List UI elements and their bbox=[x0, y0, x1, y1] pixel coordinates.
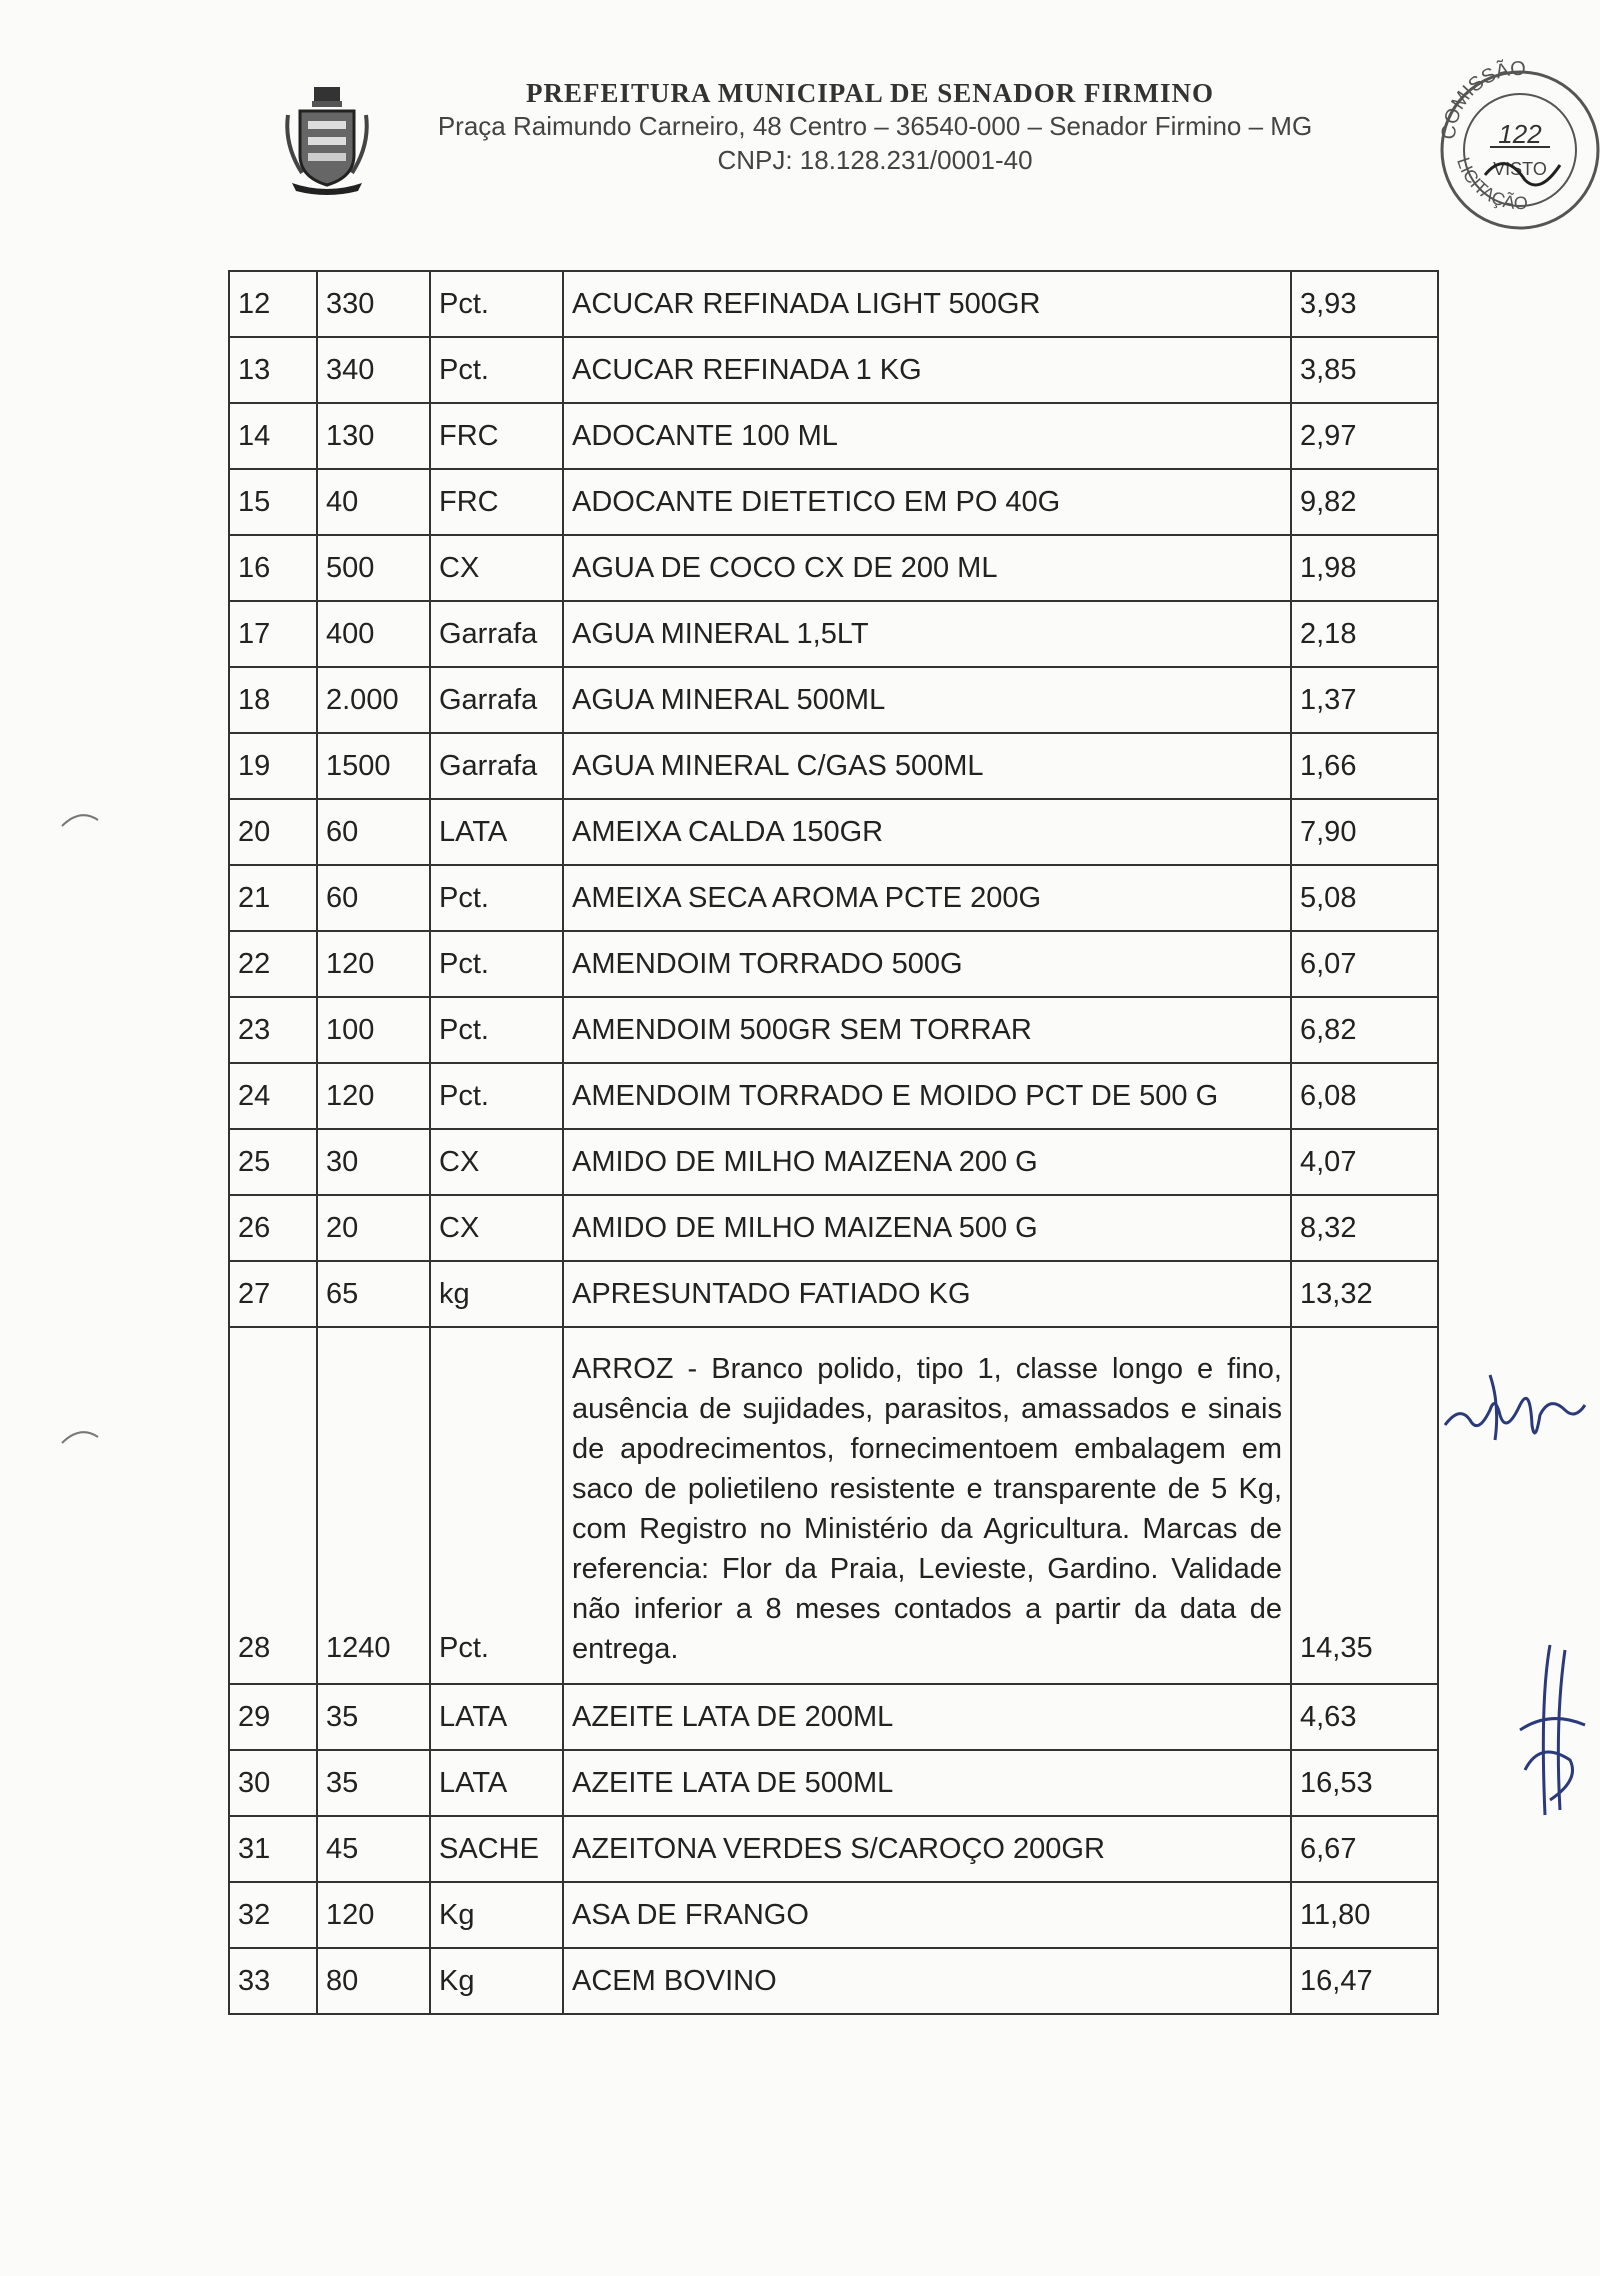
org-name: PREFEITURA MUNICIPAL DE SENADOR FIRMINO bbox=[525, 78, 1215, 108]
stamp-top-text: COMISSÃO bbox=[1437, 57, 1527, 141]
item-quantity: 120 bbox=[317, 1063, 430, 1129]
item-unit: Pct. bbox=[430, 271, 563, 337]
item-quantity: 1500 bbox=[317, 733, 430, 799]
item-description: AZEITE LATA DE 500ML bbox=[563, 1750, 1291, 1816]
item-price: 9,82 bbox=[1291, 469, 1438, 535]
item-number: 26 bbox=[229, 1195, 317, 1261]
table-row bbox=[229, 271, 1438, 337]
table-row bbox=[229, 865, 1438, 931]
table-row bbox=[229, 469, 1438, 535]
item-price: 3,85 bbox=[1291, 337, 1438, 403]
item-description: AZEITE LATA DE 200ML bbox=[563, 1684, 1291, 1750]
item-number: 22 bbox=[229, 931, 317, 997]
letterhead bbox=[0, 78, 1600, 177]
table-row bbox=[229, 1684, 1438, 1750]
signature-icon bbox=[1440, 1365, 1590, 1445]
item-number: 27 bbox=[229, 1261, 317, 1327]
item-price: 1,98 bbox=[1291, 535, 1438, 601]
item-unit: CX bbox=[430, 535, 563, 601]
item-quantity: 2.000 bbox=[317, 667, 430, 733]
item-number: 31 bbox=[229, 1816, 317, 1882]
item-price: 2,97 bbox=[1291, 403, 1438, 469]
item-unit: Kg bbox=[430, 1948, 563, 2014]
item-price: 1,66 bbox=[1291, 733, 1438, 799]
item-quantity: 20 bbox=[317, 1195, 430, 1261]
item-quantity: 30 bbox=[317, 1129, 430, 1195]
stamp-number: 122 bbox=[1498, 119, 1542, 149]
item-quantity: 100 bbox=[317, 997, 430, 1063]
item-quantity: 60 bbox=[317, 799, 430, 865]
item-number: 20 bbox=[229, 799, 317, 865]
item-number: 30 bbox=[229, 1750, 317, 1816]
table-row bbox=[229, 667, 1438, 733]
item-unit: CX bbox=[430, 1129, 563, 1195]
item-price: 8,32 bbox=[1291, 1195, 1438, 1261]
item-quantity: 35 bbox=[317, 1750, 430, 1816]
item-quantity: 400 bbox=[317, 601, 430, 667]
item-unit: Pct. bbox=[430, 1063, 563, 1129]
item-description: ARROZ - Branco polido, tipo 1, classe longo e fino, ausência de sujidades, parasitos, amassados e sinais de apodrecimentos, fornecimentoem embalagem em saco de polietileno resistente e transparente de 5 Kg, com Registro no Ministério da Agricultura. Marcas de referencia: Flor da Praia, Levieste, Gardino. Validade não inferior a 8 meses contados a partir da data de entrega. bbox=[563, 1327, 1291, 1684]
table-row bbox=[229, 1261, 1438, 1327]
item-number: 33 bbox=[229, 1948, 317, 2014]
item-price: 6,08 bbox=[1291, 1063, 1438, 1129]
item-price: 2,18 bbox=[1291, 601, 1438, 667]
item-description: ACUCAR REFINADA 1 KG bbox=[563, 337, 1291, 403]
item-number: 21 bbox=[229, 865, 317, 931]
item-price: 3,93 bbox=[1291, 271, 1438, 337]
table-row bbox=[229, 997, 1438, 1063]
item-unit: Pct. bbox=[430, 1327, 563, 1684]
item-quantity: 1240 bbox=[317, 1327, 430, 1684]
item-unit: FRC bbox=[430, 469, 563, 535]
item-description: AMEIXA SECA AROMA PCTE 200G bbox=[563, 865, 1291, 931]
stamp-mid-text: VISTO bbox=[1493, 159, 1547, 179]
table-row bbox=[229, 1816, 1438, 1882]
item-quantity: 60 bbox=[317, 865, 430, 931]
item-quantity: 40 bbox=[317, 469, 430, 535]
item-price: 6,82 bbox=[1291, 997, 1438, 1063]
item-number: 25 bbox=[229, 1129, 317, 1195]
item-unit: Pct. bbox=[430, 931, 563, 997]
item-description: ADOCANTE 100 ML bbox=[563, 403, 1291, 469]
item-description: AGUA MINERAL C/GAS 500ML bbox=[563, 733, 1291, 799]
item-unit: Garrafa bbox=[430, 667, 563, 733]
item-quantity: 45 bbox=[317, 1816, 430, 1882]
item-number: 32 bbox=[229, 1882, 317, 1948]
item-price: 4,63 bbox=[1291, 1684, 1438, 1750]
table-row bbox=[229, 403, 1438, 469]
table-row bbox=[229, 733, 1438, 799]
item-number: 14 bbox=[229, 403, 317, 469]
table-row bbox=[229, 1750, 1438, 1816]
item-description: AGUA DE COCO CX DE 200 ML bbox=[563, 535, 1291, 601]
item-unit: CX bbox=[430, 1195, 563, 1261]
item-unit: Pct. bbox=[430, 865, 563, 931]
org-address: Praça Raimundo Carneiro, 48 Centro – 36540-000 – Senador Firmino – MG bbox=[437, 111, 1313, 141]
rubric-icon bbox=[1510, 1640, 1590, 1820]
item-quantity: 120 bbox=[317, 931, 430, 997]
item-description: AMEIXA CALDA 150GR bbox=[563, 799, 1291, 865]
item-price: 16,53 bbox=[1291, 1750, 1438, 1816]
punch-mark-icon bbox=[60, 808, 100, 828]
org-cnpj: CNPJ: 18.128.231/0001-40 bbox=[717, 145, 1033, 175]
item-unit: Garrafa bbox=[430, 601, 563, 667]
item-price: 14,35 bbox=[1291, 1327, 1438, 1684]
stamp-bottom-text: LICITAÇÃO bbox=[1453, 154, 1528, 214]
item-number: 23 bbox=[229, 997, 317, 1063]
item-description: AZEITONA VERDES S/CAROÇO 200GR bbox=[563, 1816, 1291, 1882]
table-row bbox=[229, 535, 1438, 601]
item-quantity: 120 bbox=[317, 1882, 430, 1948]
item-number: 13 bbox=[229, 337, 317, 403]
table-row bbox=[229, 337, 1438, 403]
table-row bbox=[229, 1327, 1438, 1684]
item-unit: Pct. bbox=[430, 997, 563, 1063]
table-row bbox=[229, 1882, 1438, 1948]
item-description: APRESUNTADO FATIADO KG bbox=[563, 1261, 1291, 1327]
item-description: AMIDO DE MILHO MAIZENA 500 G bbox=[563, 1195, 1291, 1261]
item-unit: LATA bbox=[430, 1750, 563, 1816]
item-unit: LATA bbox=[430, 1684, 563, 1750]
item-description: AGUA MINERAL 1,5LT bbox=[563, 601, 1291, 667]
item-number: 19 bbox=[229, 733, 317, 799]
item-number: 24 bbox=[229, 1063, 317, 1129]
item-price: 1,37 bbox=[1291, 667, 1438, 733]
item-number: 15 bbox=[229, 469, 317, 535]
item-unit: FRC bbox=[430, 403, 563, 469]
table-row bbox=[229, 1063, 1438, 1129]
item-unit: SACHE bbox=[430, 1816, 563, 1882]
item-number: 28 bbox=[229, 1327, 317, 1684]
item-price: 7,90 bbox=[1291, 799, 1438, 865]
price-table bbox=[228, 270, 1439, 2015]
item-number: 18 bbox=[229, 667, 317, 733]
item-description: AMIDO DE MILHO MAIZENA 200 G bbox=[563, 1129, 1291, 1195]
table-row bbox=[229, 931, 1438, 997]
item-unit: kg bbox=[430, 1261, 563, 1327]
table-row bbox=[229, 1195, 1438, 1261]
item-description: ACUCAR REFINADA LIGHT 500GR bbox=[563, 271, 1291, 337]
item-price: 5,08 bbox=[1291, 865, 1438, 931]
table-row bbox=[229, 601, 1438, 667]
item-quantity: 35 bbox=[317, 1684, 430, 1750]
item-number: 12 bbox=[229, 271, 317, 337]
item-number: 17 bbox=[229, 601, 317, 667]
item-price: 6,07 bbox=[1291, 931, 1438, 997]
item-description: AGUA MINERAL 500ML bbox=[563, 667, 1291, 733]
item-description: ACEM BOVINO bbox=[563, 1948, 1291, 2014]
item-description: ASA DE FRANGO bbox=[563, 1882, 1291, 1948]
item-price: 4,07 bbox=[1291, 1129, 1438, 1195]
punch-mark-icon bbox=[60, 1425, 100, 1445]
item-quantity: 80 bbox=[317, 1948, 430, 2014]
item-price: 6,67 bbox=[1291, 1816, 1438, 1882]
item-description: AMENDOIM 500GR SEM TORRAR bbox=[563, 997, 1291, 1063]
item-description: AMENDOIM TORRADO 500G bbox=[563, 931, 1291, 997]
item-price: 13,32 bbox=[1291, 1261, 1438, 1327]
table-row bbox=[229, 799, 1438, 865]
item-unit: Kg bbox=[430, 1882, 563, 1948]
item-unit: Garrafa bbox=[430, 733, 563, 799]
item-unit: LATA bbox=[430, 799, 563, 865]
item-unit: Pct. bbox=[430, 337, 563, 403]
item-quantity: 65 bbox=[317, 1261, 430, 1327]
price-table-body bbox=[229, 271, 1438, 2014]
item-quantity: 330 bbox=[317, 271, 430, 337]
stamp-icon bbox=[1435, 55, 1600, 235]
item-number: 16 bbox=[229, 535, 317, 601]
item-quantity: 340 bbox=[317, 337, 430, 403]
item-quantity: 500 bbox=[317, 535, 430, 601]
item-quantity: 130 bbox=[317, 403, 430, 469]
item-number: 29 bbox=[229, 1684, 317, 1750]
table-row bbox=[229, 1129, 1438, 1195]
item-price: 11,80 bbox=[1291, 1882, 1438, 1948]
item-description: ADOCANTE DIETETICO EM PO 40G bbox=[563, 469, 1291, 535]
table-row bbox=[229, 1948, 1438, 2014]
item-price: 16,47 bbox=[1291, 1948, 1438, 2014]
item-description: AMENDOIM TORRADO E MOIDO PCT DE 500 G bbox=[563, 1063, 1291, 1129]
